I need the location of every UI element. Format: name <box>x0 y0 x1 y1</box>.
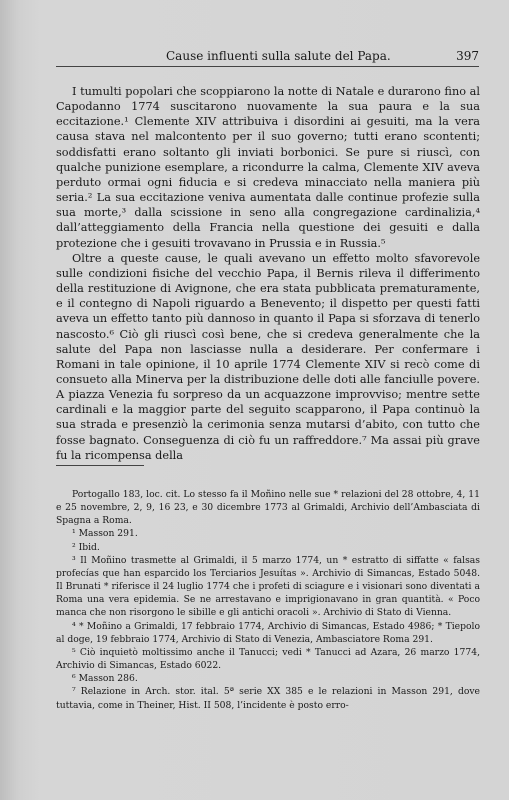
header-rule <box>56 66 479 67</box>
running-title: Cause influenti sulla salute del Papa. <box>166 49 391 63</box>
page-number: 397 <box>456 49 479 63</box>
footnote: ¹ Masson 291. <box>72 528 138 540</box>
footnote: ³ Il Moñino trasmette al Grimaldi, il 5 marzo 1774, un * estratto di siffatte « falsas profecías que han esparcido los Terciarios Jesuítas ». Archivio di Simancas, Estado 5048. Il Brunati * riferisce il 24 luglio 1774 che i profeti di sciagure e i visionari sono diventati a Roma una vera epidemia. Se ne arrestavano e imprigionavano in gran quantità. « Poco manca che non risorgono le sibille e gli antichi oracoli ». Archivio di Stato di Vienna. <box>56 554 480 619</box>
body-text <box>56 84 480 463</box>
footnote: ⁶ Masson 286. <box>72 673 138 685</box>
footnotes <box>56 488 480 712</box>
paragraph: Oltre a queste cause, le quali avevano un effetto molto sfavorevole sulle condizioni fisiche del vecchio Papa, il Bernis rileva il differimento della restituzione di Avignone, che era stata pubblicata prematuramente, e il contegno di Napoli riguardo a Benevento; il dispetto per questi fatti aveva un effetto tanto più dannoso in quanto il Papa si sforzava di tenerlo nascosto.⁶ Ciò gli riuscì così bene, che si credeva generalmente che la salute del Papa non lasciasse nulla a desiderare. Per confermare i Romani in tale opinione, il 10 aprile 1774 Clemente XIV si recò come di consueto alla Minerva per la distribuzione delle doti alle fanciulle povere. A piazza Venezia fu sorpreso da un acquazzone improvviso; mentre sette cardinali e la maggior parte del seguito scapparono, il Papa continuò la sua strada e presenziò la cerimonia senza mutarsi d’abito, con tutto che fosse bagnato. Conseguenza di ciò fu un raffreddore.⁷ Ma assai più grave fu la ricompensa della <box>56 251 480 462</box>
footnote-continuation: Portogallo 183, loc. cit. Lo stesso fa il Moñino nelle sue * relazioni del 28 ottobre, 4, 11 e 25 novembre, 2, 9, 16 23, e 30 dicembre 1773 al Grimaldi, Archivio dell’Ambasciata di Spagna a Roma. <box>56 489 480 527</box>
footnote: ⁴ * Moñino a Grimaldi, 17 febbraio 1774, Archivio di Simancas, Estado 4986; * Tiepolo al doge, 19 febbraio 1774, Archivio di Stato di Venezia, Ambasciatore Roma 291. <box>56 620 480 645</box>
footnote: ² Ibid. <box>72 541 100 553</box>
footnote-rule <box>56 465 144 466</box>
footnote: ⁷ Relazione in Arch. stor. ital. 5ª serie XX 385 e le relazioni in Masson 291, dove tuttavia, come in Theiner, Hist. II 508, l’incidente è posto erro- <box>56 686 480 711</box>
paragraph: I tumulti popolari che scoppiarono la notte di Natale e durarono fino al Capodanno 1774 suscitarono nuovamente la sua paura e la sua eccitazione.¹ Clemente XIV attribuiva i disordini ai gesuiti, ma la vera causa stava nel malcontento per il suo governo; tutti erano scontenti; soddisfatti erano soltanto gli inviati borbonici. Se pure si riuscì, con qualche punizione esemplare, a ricondurre la calma, Clemente XIV aveva perduto ormai ogni fiducia e si credeva minacciato nella maniera più seria.² La sua eccitazione veniva aumentata dalle continue profezie sulla sua morte,³ dalla scissione in seno alla congregazione cardinalizia,⁴ dall’atteggiamento della Francia nella questione dei gesuiti e dalla protezione che i gesuiti trovavano in Prussia e in Russia.⁵ <box>56 85 480 250</box>
footnote: ⁵ Ciò inquietò moltissimo anche il Tanucci; vedi * Tanucci ad Azara, 26 marzo 1774, Archivio di Simancas, Estado 6022. <box>56 646 480 672</box>
